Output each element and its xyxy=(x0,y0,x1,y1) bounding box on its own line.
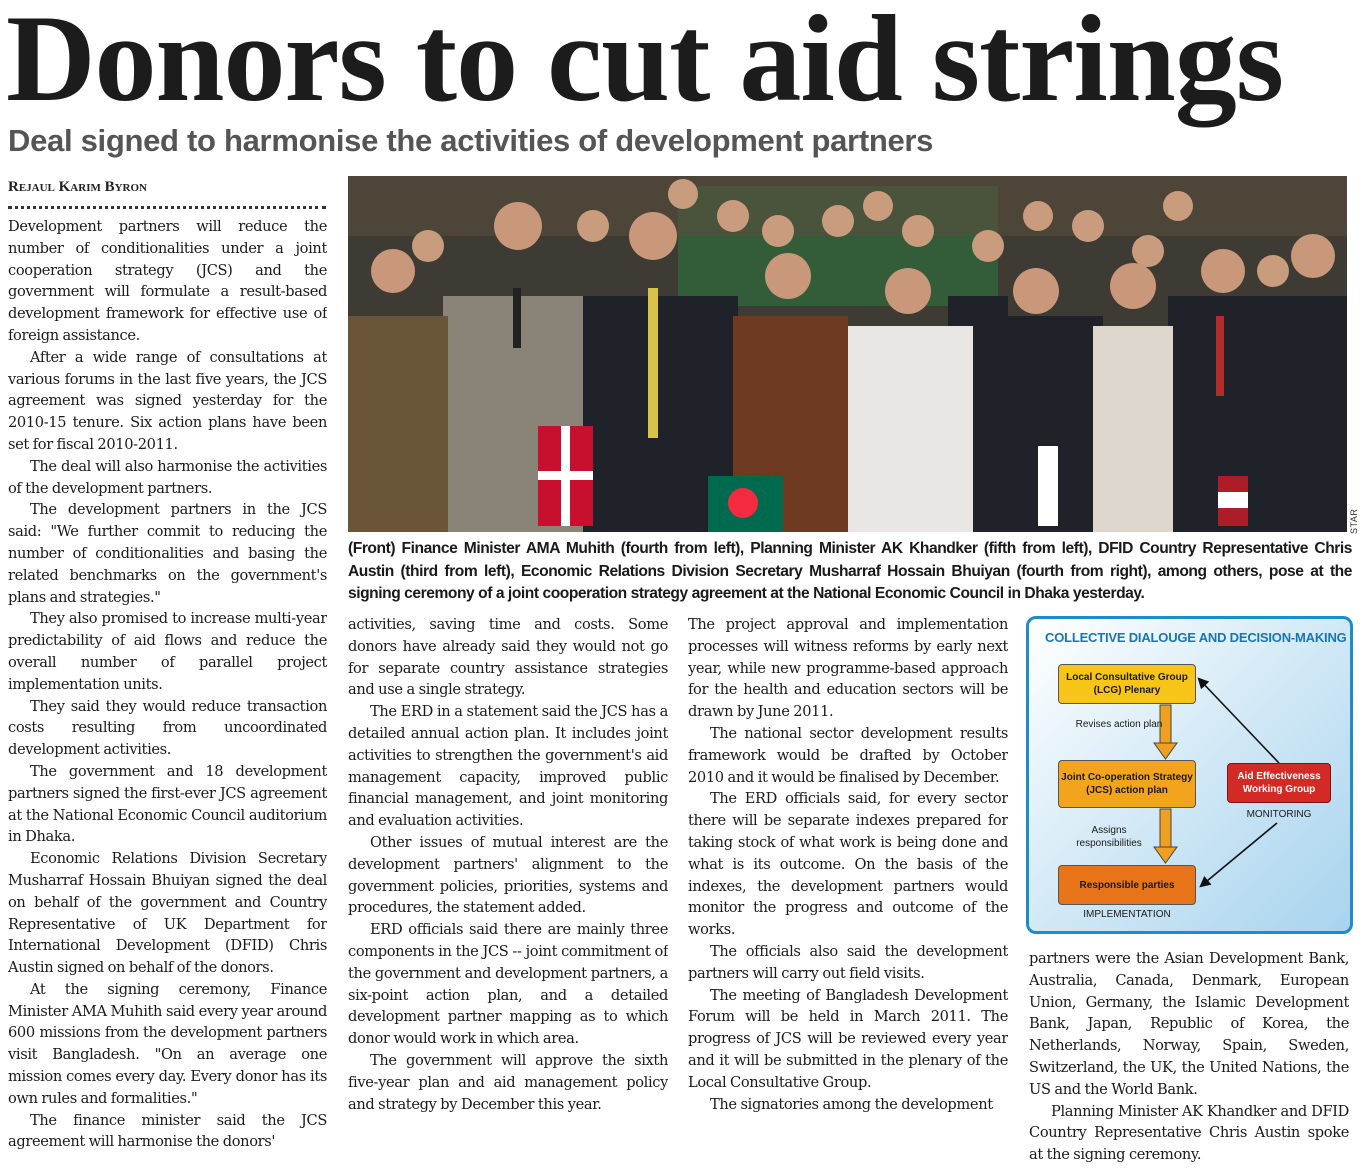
byline-divider xyxy=(8,206,326,209)
arrow-icon xyxy=(1201,823,1277,886)
paragraph: Economic Relations Division Secretary Musharraf Hossain Bhuiyan signed the deal on behalf of the government and Country Representative of UK Department for International Development (DFID) Chris Austin signed on behalf of the donors. xyxy=(8,850,327,977)
paragraph: The deal will also harmonise the activities of the development partners. xyxy=(8,457,327,497)
paragraph: They also promised to increase multi-year predictability of aid flows and reduce the overall number of parallel project implementation units. xyxy=(8,610,327,693)
paragraph: Planning Minister AK Khandker and DFID Country Representative Chris Austin spoke at the signing ceremony. xyxy=(1029,1102,1349,1164)
responsible-parties-box: Responsible parties xyxy=(1058,865,1196,905)
jcs-action-plan-box: Joint Co-operation Strategy (JCS) action plan xyxy=(1058,760,1196,808)
paragraph: The ERD in a statement said the JCS has a detailed annual action plan. It includes joint activities to strengthen the government's aid management capacity, improved public financial management, and joint monitoring and evaluation activities. xyxy=(348,703,668,830)
paragraph: The government and 18 development partners signed the first-ever JCS agreement at the National Economic Council auditorium in Dhaka. xyxy=(8,762,327,846)
paragraph: ERD officials said there are mainly three components in the JCS -- joint commitment of the government and development partners, a six-point action plan, and a detailed development partner mapping as to which donor would work in which area. xyxy=(348,921,668,1048)
paragraph: The project approval and implementation processes will witness reforms by early next year, while new programme-based approach for the health and education sectors will be drawn by June 2011. xyxy=(688,616,1008,721)
photo-credit: STAR xyxy=(1349,508,1359,534)
paragraph: Development partners will reduce the number of conditionalities under a joint cooperation strategy (JCS) and the government will formulate a result-based development framework for effective use of foreign assistance. xyxy=(8,218,327,344)
decision-making-diagram xyxy=(1026,616,1353,934)
down-arrow-icon xyxy=(1154,705,1177,759)
implementation-label: IMPLEMENTATION xyxy=(1083,909,1171,920)
monitoring-label: MONITORING xyxy=(1246,809,1312,820)
photo-caption: (Front) Finance Minister AMA Muhith (fourth from left), Planning Minister AK Khandker (fifth from left), DFID Country Representative Chris Austin (third from left), Economic Relations Division Secretary Musharraf Hossain Bhuiyan (fourth from right), among others, pose at the signing ceremony of a joint cooperation strategy agreement at the National Economic Council in Dhaka yesterday. xyxy=(348,540,1352,602)
article-column-4 xyxy=(1029,948,1349,1168)
paragraph: At the signing ceremony, Finance Minister AMA Muhith said every year around 600 missions from the development partners visit Bangladesh. "On an average one mission comes every day. Every donor has its own rules and formalities." xyxy=(8,980,327,1107)
paragraph: partners were the Asian Development Bank, Australia, Canada, Denmark, European Union, Germany, the Islamic Development Bank, Japan, Republic of Korea, the Netherlands, Norway, Spain, Sweden, Switzerland, the UK, the United Nations, the US and the World Bank. xyxy=(1029,950,1349,1098)
paragraph: The development partners in the JCS said: "We further commit to reducing the number of conditionalities and basing the related benchmarks on the government's plans and strategies." xyxy=(8,501,327,606)
arrow-icon xyxy=(1199,679,1279,763)
paragraph: They said they would reduce transaction costs resulting from uncoordinated development activities. xyxy=(8,697,327,759)
paragraph: The ERD officials said, for every sector there will be separate indexes prepared for taking stock of what work is being done and what is its outcome. On the basis of the indexes, the development partners would monitor the progress and outcome of the works. xyxy=(688,790,1008,939)
paragraph: The signatories among the development xyxy=(710,1095,993,1113)
subheadline: Deal signed to harmonise the activities of development partners xyxy=(8,123,934,158)
paragraph: The officials also said the development partners will carry out field visits. xyxy=(688,942,1008,982)
paragraph: Other issues of mutual interest are the development partners' alignment to the government policies, priorities, systems and procedures, the statement added. xyxy=(348,833,668,917)
headline: Donors to cut aid strings xyxy=(6,0,1284,127)
ceremony-photo-illustration xyxy=(348,176,1347,532)
paragraph: The finance minister said the JCS agreement will harmonise the donors' xyxy=(8,1111,327,1151)
lcg-plenary-box: Local Consultative Group (LCG) Plenary xyxy=(1058,664,1196,704)
article-column-1 xyxy=(8,216,327,1168)
paragraph: After a wide range of consultations at various forums in the last five years, the JCS agreement was signed yesterday for the 2010-15 tenure. Six action plans have been set for fiscal 2010-2011. xyxy=(8,348,327,453)
article-column-2 xyxy=(348,614,668,1168)
paragraph: The government will approve the sixth five-year plan and aid management policy and strategy by December this year. xyxy=(348,1051,668,1113)
paragraph: activities, saving time and costs. Some donors have already said they would not go for separate country assistance strategies and use a single strategy. xyxy=(348,616,668,699)
article-column-3 xyxy=(688,614,1008,1168)
assigns-label: Assigns responsibilities xyxy=(1076,825,1142,849)
revises-label: Revises action plan xyxy=(1075,719,1163,730)
paragraph: The national sector development results framework would be drafted by October 2010 and it would be finalised by December. xyxy=(688,724,1008,786)
paragraph: The meeting of Bangladesh Development Forum will be held in March 2011. The progress of JCS will be reviewed every year and it will be submitted in the plenary of the Local Consultative Group. xyxy=(688,986,1008,1091)
byline: Rejaul Karim Byron xyxy=(8,179,148,195)
diagram-title: COLLECTIVE DIALOUGE AND DECISION-MAKING xyxy=(1045,630,1347,645)
ceremony-photo xyxy=(348,176,1347,532)
aid-effectiveness-box: Aid Effectiveness Working Group xyxy=(1227,763,1331,803)
